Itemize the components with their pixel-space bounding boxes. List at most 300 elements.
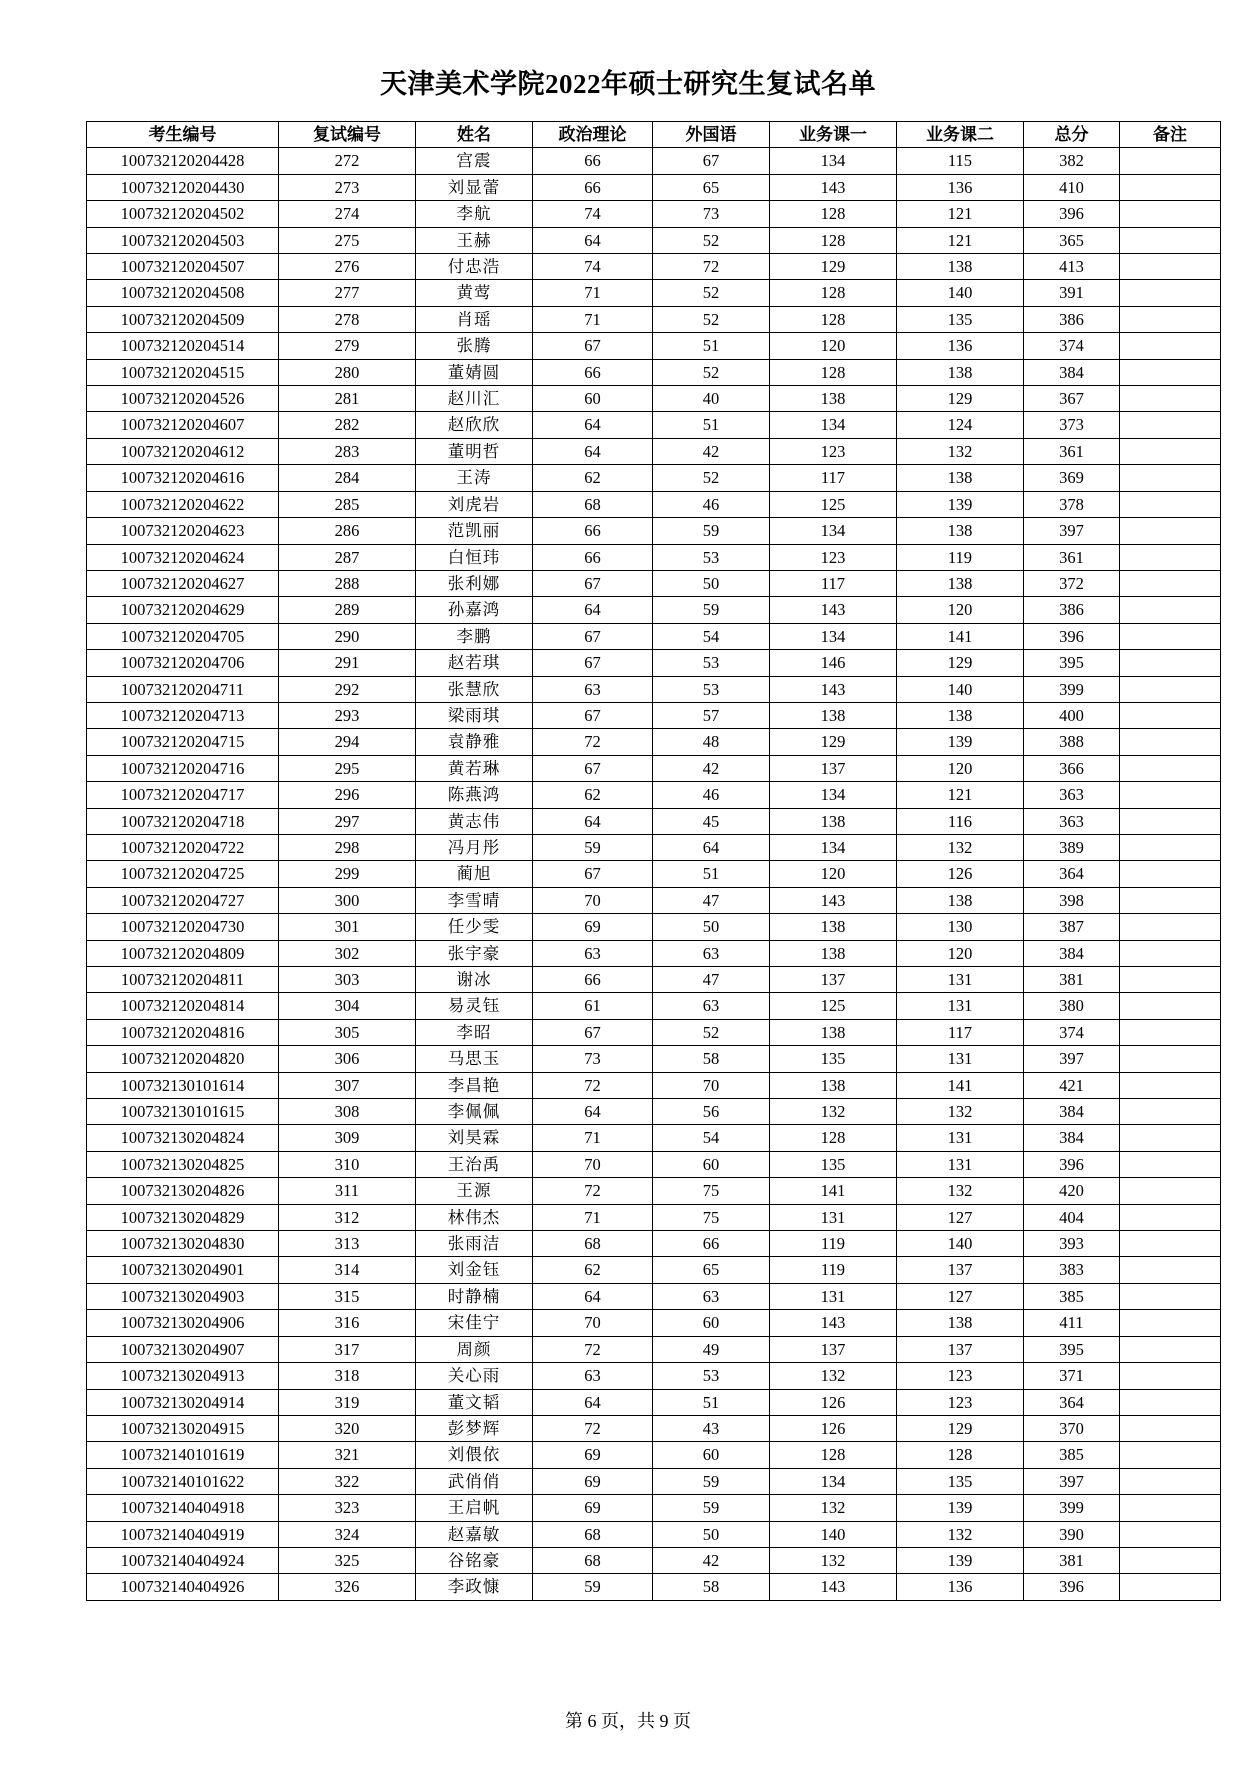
cell-reexam-id: 303 — [279, 967, 416, 993]
cell-remark — [1120, 1547, 1221, 1573]
cell-major-two: 138 — [897, 465, 1024, 491]
cell-total: 410 — [1024, 174, 1120, 200]
cell-candidate-id: 100732120204814 — [87, 993, 279, 1019]
cell-major-one: 138 — [770, 940, 897, 966]
cell-major-two: 132 — [897, 1099, 1024, 1125]
cell-politics: 62 — [533, 782, 653, 808]
cell-total: 385 — [1024, 1442, 1120, 1468]
cell-remark — [1120, 861, 1221, 887]
cell-major-one: 146 — [770, 650, 897, 676]
cell-remark — [1120, 1468, 1221, 1494]
cell-name: 张慧欣 — [416, 676, 533, 702]
cell-major-two: 128 — [897, 1442, 1024, 1468]
cell-name: 董明哲 — [416, 438, 533, 464]
cell-reexam-id: 296 — [279, 782, 416, 808]
cell-candidate-id: 100732130204913 — [87, 1363, 279, 1389]
cell-major-one: 137 — [770, 1336, 897, 1362]
table-row — [87, 729, 1221, 755]
cell-name: 刘偎依 — [416, 1442, 533, 1468]
cell-politics: 63 — [533, 940, 653, 966]
cell-major-two: 132 — [897, 1178, 1024, 1204]
cell-politics: 67 — [533, 1019, 653, 1045]
cell-remark — [1120, 465, 1221, 491]
cell-politics: 62 — [533, 1257, 653, 1283]
table-row — [87, 676, 1221, 702]
cell-total: 391 — [1024, 280, 1120, 306]
cell-reexam-id: 313 — [279, 1231, 416, 1257]
cell-major-two: 138 — [897, 702, 1024, 728]
cell-name: 张腾 — [416, 333, 533, 359]
cell-major-two: 130 — [897, 914, 1024, 940]
table-row — [87, 1257, 1221, 1283]
table-row — [87, 1442, 1221, 1468]
cell-major-one: 125 — [770, 993, 897, 1019]
column-header-major-two: 业务课二 — [897, 122, 1024, 148]
cell-major-one: 129 — [770, 729, 897, 755]
cell-major-one: 128 — [770, 1442, 897, 1468]
cell-major-one: 131 — [770, 1283, 897, 1309]
cell-candidate-id: 100732130204824 — [87, 1125, 279, 1151]
cell-reexam-id: 326 — [279, 1574, 416, 1600]
cell-reexam-id: 321 — [279, 1442, 416, 1468]
cell-name: 李政慷 — [416, 1574, 533, 1600]
cell-major-one: 132 — [770, 1099, 897, 1125]
cell-remark — [1120, 1125, 1221, 1151]
table-row — [87, 1547, 1221, 1573]
cell-candidate-id: 100732140101622 — [87, 1468, 279, 1494]
cell-foreign-language: 53 — [653, 676, 770, 702]
cell-major-two: 141 — [897, 1072, 1024, 1098]
cell-name: 范凯丽 — [416, 518, 533, 544]
cell-reexam-id: 279 — [279, 333, 416, 359]
cell-major-one: 132 — [770, 1547, 897, 1573]
cell-reexam-id: 293 — [279, 702, 416, 728]
cell-major-one: 140 — [770, 1521, 897, 1547]
cell-reexam-id: 309 — [279, 1125, 416, 1151]
cell-total: 387 — [1024, 914, 1120, 940]
cell-total: 421 — [1024, 1072, 1120, 1098]
cell-candidate-id: 100732120204809 — [87, 940, 279, 966]
cell-major-two: 138 — [897, 359, 1024, 385]
cell-reexam-id: 287 — [279, 544, 416, 570]
cell-major-two: 131 — [897, 993, 1024, 1019]
cell-foreign-language: 51 — [653, 861, 770, 887]
cell-reexam-id: 273 — [279, 174, 416, 200]
column-header-candidate-id: 考生编号 — [87, 122, 279, 148]
cell-politics: 59 — [533, 834, 653, 860]
table-row — [87, 174, 1221, 200]
cell-politics: 70 — [533, 1151, 653, 1177]
cell-total: 361 — [1024, 544, 1120, 570]
cell-foreign-language: 60 — [653, 1151, 770, 1177]
cell-candidate-id: 100732120204706 — [87, 650, 279, 676]
cell-major-one: 143 — [770, 174, 897, 200]
table-row — [87, 967, 1221, 993]
cell-major-two: 123 — [897, 1363, 1024, 1389]
cell-major-one: 143 — [770, 887, 897, 913]
cell-major-two: 120 — [897, 755, 1024, 781]
cell-total: 397 — [1024, 518, 1120, 544]
cell-remark — [1120, 650, 1221, 676]
cell-candidate-id: 100732140101619 — [87, 1442, 279, 1468]
cell-major-two: 124 — [897, 412, 1024, 438]
cell-major-two: 129 — [897, 386, 1024, 412]
cell-candidate-id: 100732120204607 — [87, 412, 279, 438]
cell-candidate-id: 100732120204428 — [87, 148, 279, 174]
cell-reexam-id: 317 — [279, 1336, 416, 1362]
cell-name: 宋佳宁 — [416, 1310, 533, 1336]
cell-remark — [1120, 1046, 1221, 1072]
cell-politics: 67 — [533, 623, 653, 649]
cell-candidate-id: 100732140404926 — [87, 1574, 279, 1600]
cell-candidate-id: 100732120204716 — [87, 755, 279, 781]
page-title: 天津美术学院2022年硕士研究生复试名单 — [380, 69, 876, 99]
cell-major-one: 143 — [770, 597, 897, 623]
cell-foreign-language: 64 — [653, 834, 770, 860]
table-row — [87, 1521, 1221, 1547]
cell-major-one: 128 — [770, 227, 897, 253]
cell-major-two: 123 — [897, 1389, 1024, 1415]
cell-total: 369 — [1024, 465, 1120, 491]
cell-politics: 64 — [533, 1283, 653, 1309]
cell-foreign-language: 54 — [653, 1125, 770, 1151]
cell-reexam-id: 302 — [279, 940, 416, 966]
cell-foreign-language: 52 — [653, 280, 770, 306]
cell-politics: 71 — [533, 1125, 653, 1151]
cell-total: 367 — [1024, 386, 1120, 412]
cell-total: 388 — [1024, 729, 1120, 755]
cell-remark — [1120, 518, 1221, 544]
cell-remark — [1120, 1389, 1221, 1415]
cell-foreign-language: 66 — [653, 1231, 770, 1257]
cell-reexam-id: 290 — [279, 623, 416, 649]
cell-total: 384 — [1024, 940, 1120, 966]
cell-major-two: 131 — [897, 1151, 1024, 1177]
table-row — [87, 1310, 1221, 1336]
cell-reexam-id: 299 — [279, 861, 416, 887]
cell-major-one: 117 — [770, 570, 897, 596]
cell-candidate-id: 100732120204629 — [87, 597, 279, 623]
cell-name: 王启帆 — [416, 1495, 533, 1521]
cell-reexam-id: 304 — [279, 993, 416, 1019]
cell-major-one: 141 — [770, 1178, 897, 1204]
cell-major-one: 138 — [770, 808, 897, 834]
table-row — [87, 254, 1221, 280]
cell-major-one: 128 — [770, 201, 897, 227]
table-row — [87, 861, 1221, 887]
cell-remark — [1120, 1099, 1221, 1125]
cell-name: 赵嘉敏 — [416, 1521, 533, 1547]
cell-name: 马思玉 — [416, 1046, 533, 1072]
cell-major-one: 132 — [770, 1495, 897, 1521]
cell-politics: 72 — [533, 1178, 653, 1204]
table-row — [87, 1099, 1221, 1125]
cell-major-two: 138 — [897, 1310, 1024, 1336]
column-header-remark: 备注 — [1120, 122, 1221, 148]
cell-foreign-language: 47 — [653, 967, 770, 993]
cell-major-two: 132 — [897, 438, 1024, 464]
table-row — [87, 1151, 1221, 1177]
table-row — [87, 755, 1221, 781]
cell-reexam-id: 311 — [279, 1178, 416, 1204]
cell-major-two: 137 — [897, 1257, 1024, 1283]
cell-reexam-id: 300 — [279, 887, 416, 913]
cell-major-one: 132 — [770, 1363, 897, 1389]
cell-reexam-id: 297 — [279, 808, 416, 834]
table-row — [87, 386, 1221, 412]
cell-name: 赵若琪 — [416, 650, 533, 676]
cell-foreign-language: 46 — [653, 782, 770, 808]
cell-politics: 66 — [533, 174, 653, 200]
cell-total: 364 — [1024, 861, 1120, 887]
cell-total: 395 — [1024, 650, 1120, 676]
cell-candidate-id: 100732120204715 — [87, 729, 279, 755]
cell-politics: 69 — [533, 1442, 653, 1468]
cell-politics: 66 — [533, 967, 653, 993]
cell-politics: 66 — [533, 148, 653, 174]
table-header-row — [87, 122, 1221, 148]
cell-reexam-id: 280 — [279, 359, 416, 385]
cell-name: 关心雨 — [416, 1363, 533, 1389]
cell-candidate-id: 100732120204713 — [87, 702, 279, 728]
cell-total: 366 — [1024, 755, 1120, 781]
cell-remark — [1120, 623, 1221, 649]
cell-reexam-id: 282 — [279, 412, 416, 438]
cell-foreign-language: 59 — [653, 1468, 770, 1494]
cell-total: 411 — [1024, 1310, 1120, 1336]
cell-candidate-id: 100732120204627 — [87, 570, 279, 596]
table-row — [87, 1495, 1221, 1521]
cell-foreign-language: 51 — [653, 333, 770, 359]
cell-politics: 70 — [533, 887, 653, 913]
cell-major-two: 140 — [897, 676, 1024, 702]
cell-remark — [1120, 254, 1221, 280]
table-row — [87, 148, 1221, 174]
table-body — [87, 148, 1221, 1600]
cell-politics: 64 — [533, 1389, 653, 1415]
cell-remark — [1120, 1178, 1221, 1204]
cell-major-two: 138 — [897, 887, 1024, 913]
cell-major-one: 137 — [770, 967, 897, 993]
cell-remark — [1120, 1442, 1221, 1468]
cell-name: 李雪晴 — [416, 887, 533, 913]
cell-foreign-language: 65 — [653, 1257, 770, 1283]
table-row — [87, 650, 1221, 676]
cell-name: 董婧圆 — [416, 359, 533, 385]
cell-candidate-id: 100732120204612 — [87, 438, 279, 464]
cell-foreign-language: 63 — [653, 940, 770, 966]
cell-reexam-id: 319 — [279, 1389, 416, 1415]
cell-major-one: 143 — [770, 1310, 897, 1336]
cell-major-one: 138 — [770, 1072, 897, 1098]
cell-total: 365 — [1024, 227, 1120, 253]
table-row — [87, 359, 1221, 385]
cell-name: 孙嘉鸿 — [416, 597, 533, 623]
cell-major-one: 123 — [770, 438, 897, 464]
cell-name: 赵川汇 — [416, 386, 533, 412]
cell-foreign-language: 75 — [653, 1178, 770, 1204]
cell-remark — [1120, 386, 1221, 412]
cell-reexam-id: 314 — [279, 1257, 416, 1283]
cell-remark — [1120, 333, 1221, 359]
cell-name: 王治禹 — [416, 1151, 533, 1177]
cell-politics: 68 — [533, 1547, 653, 1573]
cell-candidate-id: 100732130204901 — [87, 1257, 279, 1283]
cell-major-two: 117 — [897, 1019, 1024, 1045]
cell-remark — [1120, 808, 1221, 834]
cell-major-one: 119 — [770, 1231, 897, 1257]
cell-reexam-id: 292 — [279, 676, 416, 702]
cell-major-two: 121 — [897, 201, 1024, 227]
cell-major-one: 120 — [770, 861, 897, 887]
cell-total: 372 — [1024, 570, 1120, 596]
cell-name: 王源 — [416, 1178, 533, 1204]
cell-foreign-language: 51 — [653, 1389, 770, 1415]
cell-major-two: 115 — [897, 148, 1024, 174]
cell-name: 王赫 — [416, 227, 533, 253]
cell-politics: 66 — [533, 544, 653, 570]
cell-name: 周颜 — [416, 1336, 533, 1362]
table-row — [87, 834, 1221, 860]
cell-foreign-language: 58 — [653, 1046, 770, 1072]
cell-reexam-id: 294 — [279, 729, 416, 755]
cell-candidate-id: 100732130101614 — [87, 1072, 279, 1098]
cell-politics: 64 — [533, 227, 653, 253]
table-row — [87, 1468, 1221, 1494]
cell-total: 398 — [1024, 887, 1120, 913]
cell-total: 364 — [1024, 1389, 1120, 1415]
cell-foreign-language: 46 — [653, 491, 770, 517]
cell-reexam-id: 284 — [279, 465, 416, 491]
cell-name: 任少雯 — [416, 914, 533, 940]
cell-major-one: 128 — [770, 359, 897, 385]
cell-remark — [1120, 887, 1221, 913]
cell-name: 付忠浩 — [416, 254, 533, 280]
cell-total: 380 — [1024, 993, 1120, 1019]
table-row — [87, 1283, 1221, 1309]
table-row — [87, 438, 1221, 464]
cell-name: 李航 — [416, 201, 533, 227]
cell-politics: 67 — [533, 755, 653, 781]
cell-major-one: 134 — [770, 148, 897, 174]
table-row — [87, 544, 1221, 570]
cell-politics: 61 — [533, 993, 653, 1019]
cell-remark — [1120, 1336, 1221, 1362]
cell-remark — [1120, 1204, 1221, 1230]
cell-politics: 69 — [533, 914, 653, 940]
cell-politics: 68 — [533, 1521, 653, 1547]
cell-reexam-id: 305 — [279, 1019, 416, 1045]
cell-reexam-id: 285 — [279, 491, 416, 517]
cell-foreign-language: 59 — [653, 518, 770, 544]
cell-foreign-language: 45 — [653, 808, 770, 834]
cell-major-two: 140 — [897, 280, 1024, 306]
cell-candidate-id: 100732120204515 — [87, 359, 279, 385]
cell-reexam-id: 276 — [279, 254, 416, 280]
cell-candidate-id: 100732130204830 — [87, 1231, 279, 1257]
cell-remark — [1120, 729, 1221, 755]
cell-major-two: 140 — [897, 1231, 1024, 1257]
cell-remark — [1120, 1231, 1221, 1257]
cell-politics: 63 — [533, 676, 653, 702]
cell-candidate-id: 100732120204616 — [87, 465, 279, 491]
cell-major-two: 129 — [897, 650, 1024, 676]
cell-major-two: 131 — [897, 967, 1024, 993]
cell-total: 386 — [1024, 306, 1120, 332]
table-row — [87, 518, 1221, 544]
cell-foreign-language: 47 — [653, 887, 770, 913]
cell-total: 374 — [1024, 1019, 1120, 1045]
cell-name: 武俏俏 — [416, 1468, 533, 1494]
cell-politics: 72 — [533, 729, 653, 755]
cell-candidate-id: 100732120204507 — [87, 254, 279, 280]
cell-name: 张雨洁 — [416, 1231, 533, 1257]
cell-major-two: 131 — [897, 1125, 1024, 1151]
cell-name: 梁雨琪 — [416, 702, 533, 728]
cell-reexam-id: 278 — [279, 306, 416, 332]
cell-remark — [1120, 491, 1221, 517]
cell-remark — [1120, 1019, 1221, 1045]
cell-foreign-language: 70 — [653, 1072, 770, 1098]
cell-politics: 62 — [533, 465, 653, 491]
cell-total: 363 — [1024, 782, 1120, 808]
cell-reexam-id: 277 — [279, 280, 416, 306]
cell-remark — [1120, 834, 1221, 860]
cell-candidate-id: 100732130204825 — [87, 1151, 279, 1177]
cell-politics: 59 — [533, 1574, 653, 1600]
cell-remark — [1120, 676, 1221, 702]
cell-major-one: 126 — [770, 1389, 897, 1415]
cell-foreign-language: 51 — [653, 412, 770, 438]
cell-major-two: 135 — [897, 306, 1024, 332]
cell-reexam-id: 274 — [279, 201, 416, 227]
cell-name: 黄志伟 — [416, 808, 533, 834]
column-header-reexam-id: 复试编号 — [279, 122, 416, 148]
cell-total: 396 — [1024, 1574, 1120, 1600]
cell-reexam-id: 318 — [279, 1363, 416, 1389]
cell-name: 易灵钰 — [416, 993, 533, 1019]
cell-remark — [1120, 1310, 1221, 1336]
cell-name: 袁静雅 — [416, 729, 533, 755]
cell-foreign-language: 50 — [653, 1521, 770, 1547]
cell-major-one: 134 — [770, 1468, 897, 1494]
cell-politics: 64 — [533, 1099, 653, 1125]
cell-candidate-id: 100732120204717 — [87, 782, 279, 808]
cell-major-two: 135 — [897, 1468, 1024, 1494]
cell-name: 刘虎岩 — [416, 491, 533, 517]
cell-name: 宫震 — [416, 148, 533, 174]
cell-politics: 73 — [533, 1046, 653, 1072]
table-row — [87, 465, 1221, 491]
cell-reexam-id: 325 — [279, 1547, 416, 1573]
cell-reexam-id: 322 — [279, 1468, 416, 1494]
cell-total: 384 — [1024, 1125, 1120, 1151]
cell-foreign-language: 52 — [653, 227, 770, 253]
column-header-politics: 政治理论 — [533, 122, 653, 148]
cell-remark — [1120, 227, 1221, 253]
cell-total: 385 — [1024, 1283, 1120, 1309]
cell-politics: 72 — [533, 1072, 653, 1098]
cell-major-two: 137 — [897, 1336, 1024, 1362]
cell-politics: 66 — [533, 359, 653, 385]
table-row — [87, 1046, 1221, 1072]
cell-major-two: 139 — [897, 1495, 1024, 1521]
cell-foreign-language: 59 — [653, 1495, 770, 1521]
cell-foreign-language: 50 — [653, 914, 770, 940]
cell-foreign-language: 42 — [653, 438, 770, 464]
cell-candidate-id: 100732120204820 — [87, 1046, 279, 1072]
cell-politics: 71 — [533, 280, 653, 306]
